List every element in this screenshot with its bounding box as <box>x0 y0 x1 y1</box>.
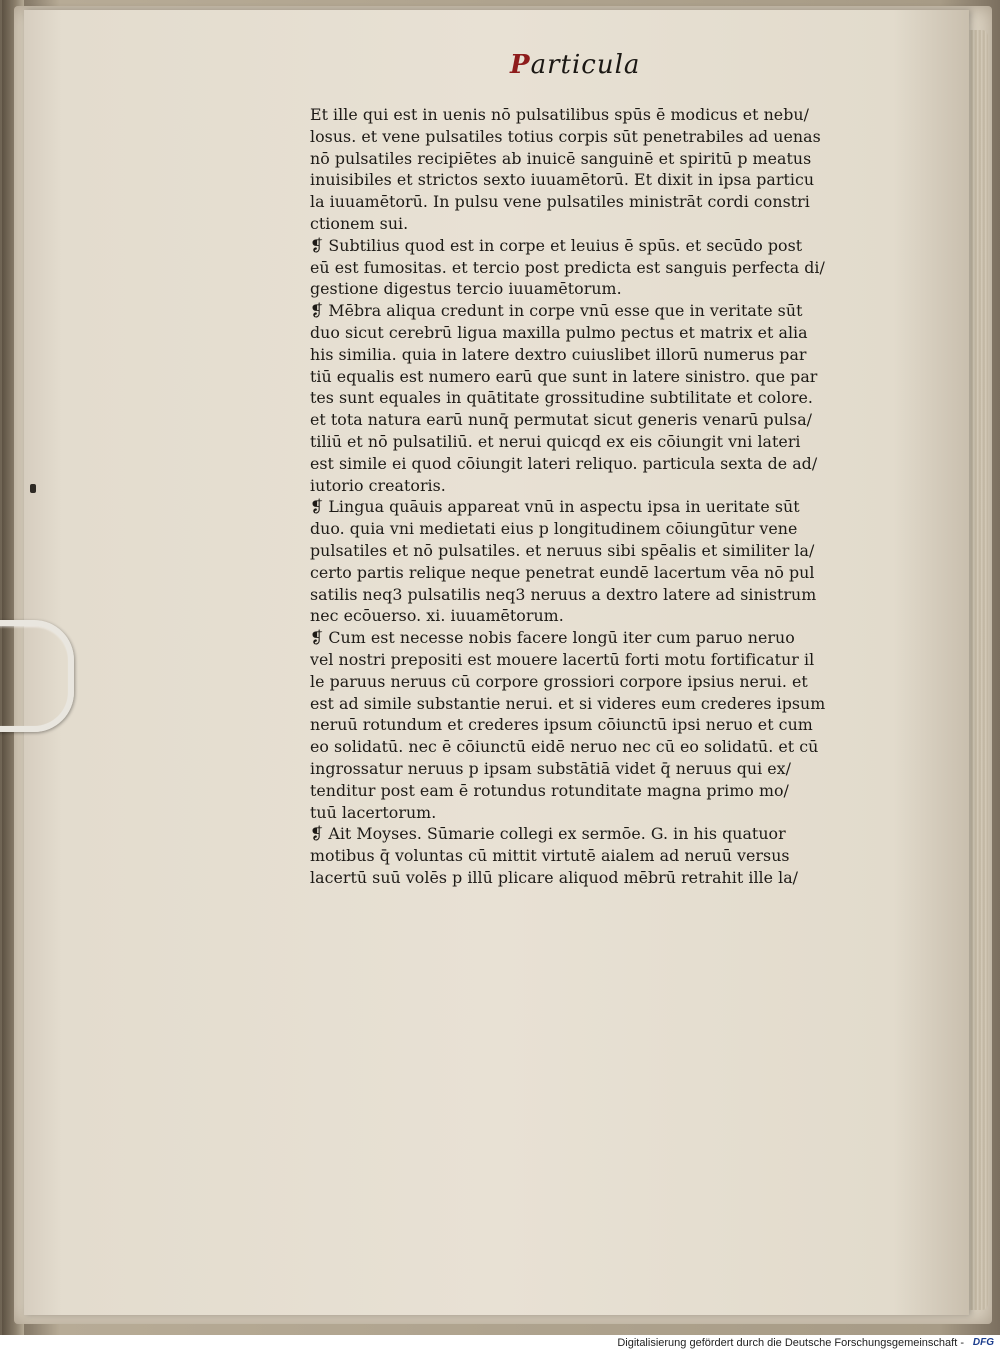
text-line: ❡ Mēbra aliqua credunt in corpe vnū esse que in veritate sūt <box>310 301 803 321</box>
running-header <box>510 50 640 80</box>
text-line: ingrossatur neruus p ipsam substātiā videt q̄ neruus qui ex/ <box>310 758 791 778</box>
footer-credit: Digitalisierung gefördert durch die Deutsche Forschungsgemeinschaft - <box>617 1337 964 1349</box>
text-line: nō pulsatiles recipiētes ab inuicē sanguinē et spiritū p meatus <box>310 148 812 168</box>
text-line: eo solidatū. nec ē cōiunctū eidē neruo nec cū eo solidatū. et cū <box>310 737 819 757</box>
text-line: tenditur post eam ē rotundus rotunditate magna primo mo/ <box>310 780 789 800</box>
text-line: ❡ Ait Moyses. Sūmarie collegi ex sermōe. G. in his quatuor <box>310 824 786 844</box>
text-line: ❡ Lingua quāuis appareat vnū in aspectu ipsa in ueritate sūt <box>310 497 800 517</box>
text-line: duo. quia vni medietati eius p longitudinem cōiungūtur vene <box>310 519 798 539</box>
text-line: ❡ Subtilius quod est in corpe et leuius ē spūs. et secūdo post <box>310 235 803 255</box>
text-line: pulsatiles et nō pulsatiles. et neruus sibi spēalis et similiter la/ <box>310 540 815 560</box>
text-line: tes sunt equales in quātitate grossitudine subtilitate et colore. <box>310 388 813 408</box>
text-line: certo partis relique neque penetrat eundē lacertum vēa nō pul <box>310 562 815 582</box>
text-line: la iuuamētorū. In pulsu vene pulsatiles ministrāt cordi constri <box>310 192 810 212</box>
text-line: tiū equalis est numero earū que sunt in latere sinistro. que par <box>310 366 818 386</box>
text-line: tuū lacertorum. <box>310 802 437 822</box>
paper-clip <box>0 620 74 732</box>
text-column <box>310 104 862 889</box>
text-line: ❡ Cum est necesse nobis facere longū iter cum paruo neruo <box>310 628 795 648</box>
text-line: losus. et vene pulsatiles totius corpis sūt penetrabiles ad uenas <box>310 126 821 146</box>
dfg-logo: DFG <box>972 1337 994 1348</box>
text-line: est ad simile substantie nerui. et si videres eum crederes ipsum <box>310 693 826 713</box>
text-line: duo sicut cerebrū ligua maxilla pulmo pectus et matrix et alia <box>310 322 808 342</box>
text-line: his similia. quia in latere dextro cuiuslibet illorū numerus par <box>310 344 807 364</box>
text-line: est simile ei quod cōiungit lateri reliquo. particula sexta de ad/ <box>310 453 818 473</box>
text-line: iutorio creatoris. <box>310 475 446 495</box>
header-rubricated-initial: P <box>510 50 531 80</box>
text-line: motibus q̄ voluntas cū mittit virtutē aialem ad neruū versus <box>310 846 790 866</box>
text-line: neruū rotundum et crederes ipsum cōiunctū ipsi neruo et cum <box>310 715 813 735</box>
text-line: inuisibiles et strictos sexto iuuamētorū. Et dixit in ipsa particu <box>310 170 815 190</box>
text-line: lacertū suū volēs p illū plicare aliquod mēbrū retrahit ille la/ <box>310 867 799 887</box>
text-line: gestione digestus tercio iuuamētorum. <box>310 279 622 299</box>
text-line: et tota natura earū nunq̄ permutat sicut generis venarū pulsa/ <box>310 410 813 430</box>
header-text: articula <box>530 50 641 80</box>
footer-bar <box>0 1335 1000 1353</box>
text-line: tiliū et nō pulsatiliū. et nerui quicqd ex eis cōiungit vni lateri <box>310 431 801 451</box>
text-line: satilis neq3 pulsatilis neq3 neruus a dextro latere ad sinistrum <box>310 584 817 604</box>
text-line: Et ille qui est in uenis nō pulsatilibus spūs ē modicus et nebu/ <box>310 105 809 124</box>
text-line: vel nostri prepositi est mouere lacertū forti motu fortificatur il <box>310 649 815 669</box>
margin-ink-mark <box>30 484 36 493</box>
text-line: le paruus neruus cū corpore grossiori corpore ipsius nerui. et <box>310 671 808 691</box>
text-line: eū est fumositas. et tercio post predicta est sanguis perfecta di/ <box>310 257 825 277</box>
text-line: nec ecōuerso. xi. iuuamētorum. <box>310 606 564 626</box>
text-line: ctionem sui. <box>310 213 409 233</box>
